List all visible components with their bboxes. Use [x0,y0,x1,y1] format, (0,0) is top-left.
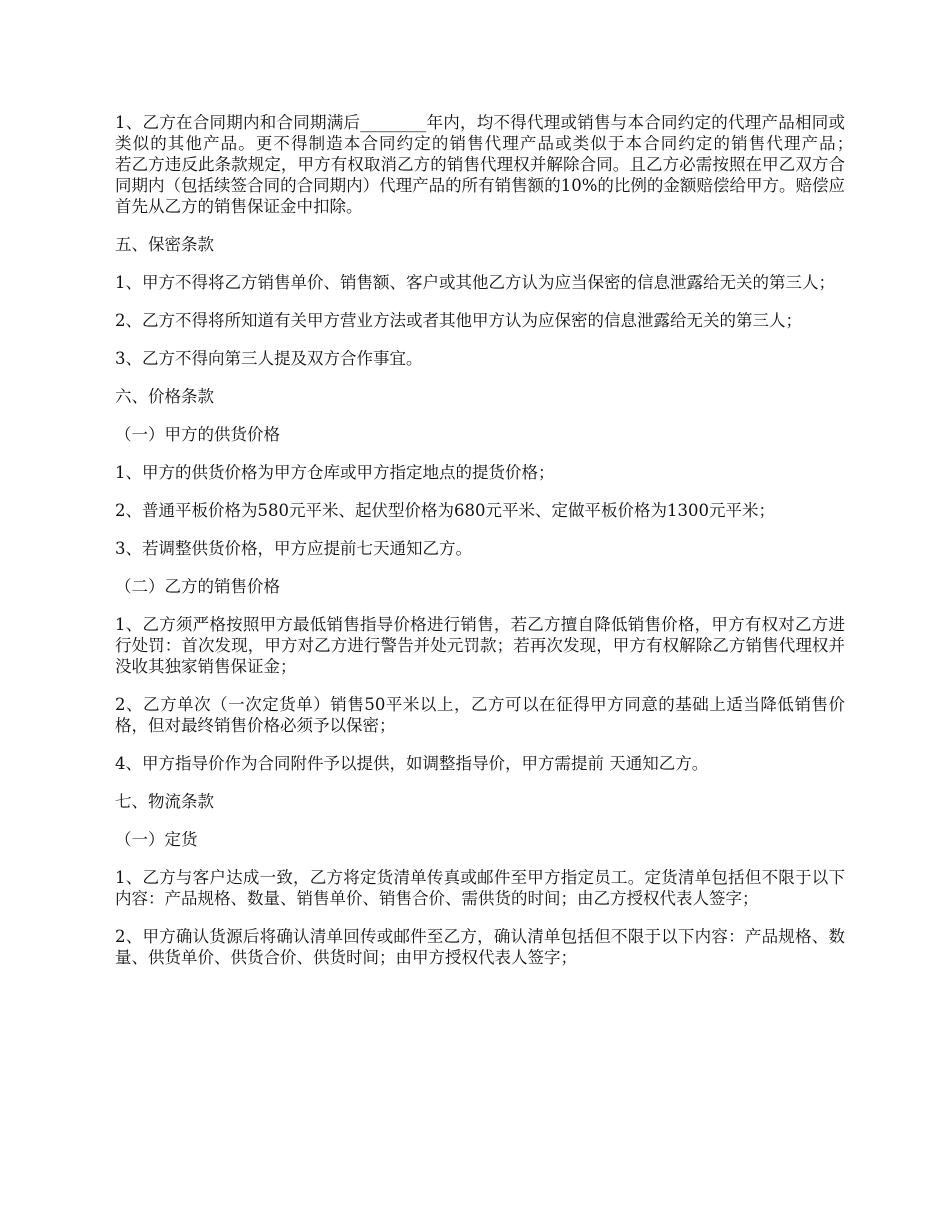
heading-price-terms: 六、价格条款 [115,387,214,406]
paragraph-non-compete: 1、乙方在合同期内和合同期满后________年内，均不得代理或销售与本合同约定的代理产品相同或类似的其他产品。更不得制造本合同约定的销售代理产品或类似于本合同约定的销售代理产品； 若乙方违反此条款规定，甲方有权取消乙方的销售代理权并解除合同。且乙方必需按照在甲乙双方合同期内（包括续签合同的合同期内）代理产品的所有销售额的10%的比例的金额赔偿给甲方。赔偿应首先从乙方的销售保证金中扣除。 [115,113,878,216]
heading-logistics: 七、物流条款 [115,792,214,811]
paragraph-confidentiality-2: 2、乙方不得将所知道有关甲方营业方法或者其他甲方认为应保密的信息泄露给无关的第三人； [115,311,802,330]
paragraph-ordering-1: 1、乙方与客户达成一致，乙方将定货清单传真或邮件至甲方指定员工。定货清单包括但不限于以下内容：产品规格、数量、销售单价、销售合价、需供货的时间；由乙方授权代表人签字； [115,868,845,908]
heading-confidentiality: 五、保密条款 [115,235,214,254]
paragraph-confidentiality-3: 3、乙方不得向第三人提及双方合作事宜。 [115,349,423,368]
paragraph-supply-price-3: 3、若调整供货价格，甲方应提前七天通知乙方。 [115,539,472,558]
paragraph-sales-price-4: 4、甲方指导价作为合同附件予以提供，如调整指导价，甲方需提前 天通知乙方。 [115,754,709,773]
paragraph-supply-price-2: 2、普通平板价格为580元平米、起伏型价格为680元平米、定做平板价格为1300元平米； [115,501,775,520]
paragraph-confidentiality-1: 1、甲方不得将乙方销售单价、销售额、客户或其他乙方认为应当保密的信息泄露给无关的第三人； [115,273,835,292]
subheading-sales-price: （二）乙方的销售价格 [115,577,280,596]
paragraph-sales-price-2: 2、乙方单次（一次定货单）销售50平米以上，乙方可以在征得甲方同意的基础上适当降低销售价格，但对最终销售价格必须予以保密； [115,695,845,735]
document-page [115,112,878,968]
subheading-ordering: （一）定货 [115,830,198,849]
paragraph-supply-price-1: 1、甲方的供货价格为甲方仓库或甲方指定地点的提货价格； [115,463,555,482]
subheading-supply-price: （一）甲方的供货价格 [115,425,280,444]
paragraph-sales-price-1: 1、乙方须严格按照甲方最低销售指导价格进行销售，若乙方擅自降低销售价格，甲方有权对乙方进行处罚：首次发现，甲方对乙方进行警告并处元罚款；若再次发现，甲方有权解除乙方销售代理权并没收其独家销售保证金； [115,615,845,676]
paragraph-ordering-2: 2、甲方确认货源后将确认清单回传或邮件至乙方，确认清单包括但不限于以下内容：产品规格、数量、供货单价、供货合价、供货时间；由甲方授权代表人签字； [115,927,845,967]
